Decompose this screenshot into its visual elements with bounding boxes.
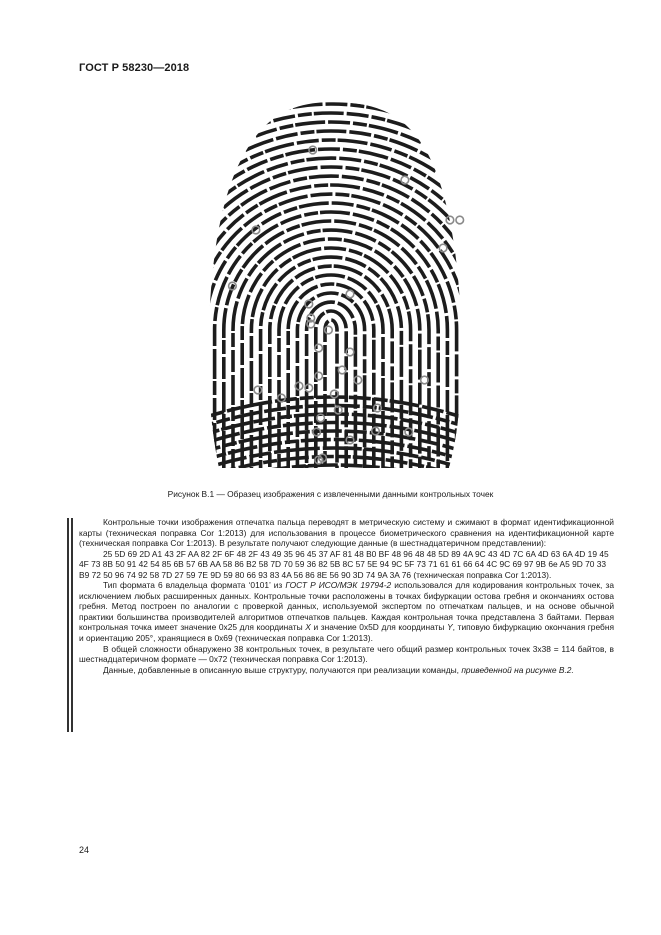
- figure-reference: приведенной на рисунке В.2.: [461, 664, 574, 675]
- revision-bar: [71, 518, 73, 732]
- hex-data: 25 5D 69 2D A1 43 2F AA 82 2F 6F 48 2F 43 49 35 96 45 37 AF 81 48 B0 BF 48 96 48 48 5D 89 4A 9C 43 4D 7C 6A 4D 63 6A 4D 19 45 4F 73 8B 50 91 42 54 85 6B 57 6B AA 58 86 B2 58 7D 70 59 36 82 5B 8C 57 5E 94 9C 5F 73 71 61 61 66 64 4C 9C 69 97 9B 6e A5 9D 70 33 B9 72 50 96 74 92 58 7D 27 59 7E 9D 59 80 66 93 83 4A 56 86 8E 56 90 3D 74 9A 3A 76 (техническая поправка Cor 1:2013).: [79, 548, 609, 580]
- minutia-marker: [446, 216, 454, 224]
- document-header: ГОСТ Р 58230—2018: [79, 62, 190, 74]
- figure-caption: Рисунок В.1 — Образец изображения с извлеченными данными контрольных точек: [167, 489, 494, 499]
- paragraph: В общей сложности обнаружено 38 контрольных точек, в результате чего общий размер контрольных точек 3x38 = 114 байтов, в шестнадцатеричном формате — 0x72 (техническая поправка Cor 1:2013).: [79, 643, 614, 665]
- page-number: 24: [79, 845, 90, 855]
- body-text: [79, 517, 614, 675]
- fingerprint-figure: [203, 98, 465, 473]
- standard-reference: ГОСТ Р ИСО/МЭК 19794-2: [285, 580, 392, 591]
- paragraph: Контрольные точки изображения отпечатка пальца переводят в метрическую систему и сжимают в формат идентификационной карты (техническая поправка Cor 1:2013) для использования в процессе биометрического сравнения на идентификационной карте (техническая поправка Cor 1:2013). В результате получают следующие данные (в шестнадцатеричном представлении):: [79, 517, 614, 549]
- minutia-marker: [401, 176, 409, 184]
- minutia-marker: [439, 244, 447, 252]
- ridge-line: [251, 248, 410, 473]
- minutia-marker: [421, 376, 429, 384]
- paragraph: Тип формата 6 владельца формата ‘0101’ из ГОСТ Р ИСО/МЭК 19794-2 использовался для кодирования контрольных точек, за исключением любых расширенных данных. Контрольные точки расположены в точках бифуркации остова гребня и окончаниях остова гребня. Метод построен по аналогии с проверкой данных, используемой экспертом по отпечаткам пальцев, и на основе обычной практики большинства производителей алгоритмов отпечатков пальцев. Каждая контрольная точка представлена 3 байтами. Первая контрольная точка имеет значение 0x25 для координаты X и значение 0x5D для координаты Y, типовую бифуркацию окончания гребня и ориентацию 205°, хранящиеся в 0x69 (техническая поправка Cor 1:2013).: [79, 580, 614, 644]
- fingerprint-image: [203, 98, 465, 473]
- minutia-marker: [346, 290, 354, 298]
- minutia-marker: [456, 216, 464, 224]
- revision-bar: [67, 518, 69, 732]
- paragraph: Данные, добавленные в описанную выше структуру, получаются при реализации команды, приведенной на рисунке В.2.: [103, 664, 574, 675]
